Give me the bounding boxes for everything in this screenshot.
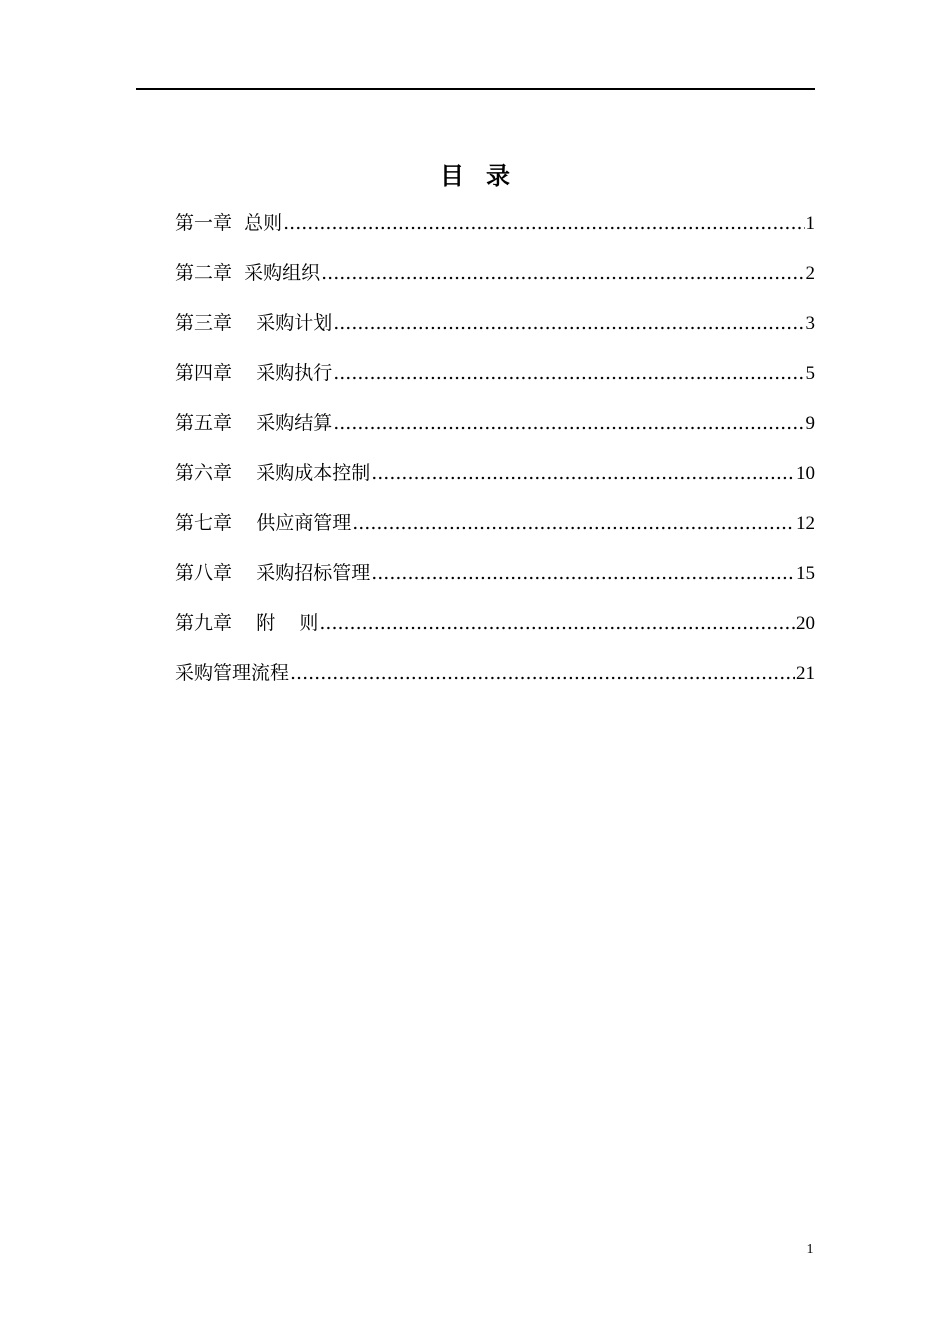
- toc-dot-leader: [333, 362, 804, 384]
- toc-dot-leader: [290, 662, 795, 684]
- toc-chapter: 第五章: [175, 412, 233, 434]
- toc-entry[interactable]: [175, 508, 815, 558]
- toc-page-number: 12: [796, 513, 815, 534]
- toc-entry[interactable]: [175, 458, 815, 508]
- toc-dot-leader: [371, 462, 795, 484]
- toc-title-part2: 录: [486, 162, 510, 190]
- toc-page-number: 9: [805, 413, 815, 434]
- toc-gap: [232, 512, 256, 534]
- toc-entry[interactable]: [175, 608, 815, 658]
- toc-entry[interactable]: [175, 558, 815, 608]
- toc-chapter: 第四章: [175, 362, 233, 384]
- toc-dot-leader: [333, 412, 804, 434]
- toc-entry-name: 采购计划: [256, 312, 333, 334]
- toc-gap: [232, 612, 256, 634]
- toc-entry-name: 采购结算: [256, 412, 333, 434]
- toc-chapter: 第九章: [175, 612, 233, 634]
- toc-chapter: 第一章: [175, 212, 233, 234]
- toc-chapter: 第三章: [175, 312, 233, 334]
- toc-dot-leader: [371, 562, 795, 584]
- toc-title: [0, 156, 950, 191]
- header-rule: [136, 88, 815, 90]
- toc-dot-leader: [321, 262, 804, 284]
- toc-page-number: 10: [796, 463, 815, 484]
- toc-dot-leader: [333, 312, 804, 334]
- toc-entry-name: 附 则: [256, 612, 319, 634]
- toc-gap: [232, 562, 256, 584]
- toc-dot-leader: [283, 212, 804, 234]
- toc-page-number: 15: [796, 563, 815, 584]
- toc-gap: [232, 412, 256, 434]
- toc-entry-name: 采购管理流程: [175, 662, 290, 684]
- toc-gap: [232, 262, 244, 284]
- toc-title-part1: 目: [440, 162, 464, 190]
- toc-chapter: 第六章: [175, 462, 233, 484]
- toc-entry-name: 采购成本控制: [256, 462, 371, 484]
- table-of-contents: [175, 208, 815, 708]
- toc-entry[interactable]: [175, 358, 815, 408]
- toc-entry[interactable]: [175, 208, 815, 258]
- toc-gap: [232, 312, 256, 334]
- toc-page-number: 20: [796, 613, 815, 634]
- toc-chapter: 第八章: [175, 562, 233, 584]
- toc-gap: [232, 462, 256, 484]
- toc-entry[interactable]: [175, 308, 815, 358]
- toc-dot-leader: [352, 512, 795, 534]
- toc-entry[interactable]: [175, 408, 815, 458]
- toc-page-number: 3: [805, 313, 815, 334]
- footer-page-number: 1: [806, 1242, 814, 1257]
- toc-chapter: 第二章: [175, 262, 233, 284]
- toc-gap: [232, 212, 244, 234]
- toc-entry-name: 采购招标管理: [256, 562, 371, 584]
- toc-chapter: 第七章: [175, 512, 233, 534]
- toc-entry[interactable]: [175, 658, 815, 708]
- toc-entry[interactable]: [175, 258, 815, 308]
- toc-page-number: 1: [805, 213, 815, 234]
- toc-entry-name: 采购组织: [244, 262, 321, 284]
- toc-entry-name: 总则: [244, 212, 283, 234]
- toc-page-number: 5: [805, 363, 815, 384]
- toc-entry-name: 供应商管理: [256, 512, 352, 534]
- toc-gap: [232, 362, 256, 384]
- toc-dot-leader: [319, 612, 795, 634]
- toc-entry-name: 采购执行: [256, 362, 333, 384]
- toc-page-number: 21: [796, 663, 815, 684]
- toc-page-number: 2: [805, 263, 815, 284]
